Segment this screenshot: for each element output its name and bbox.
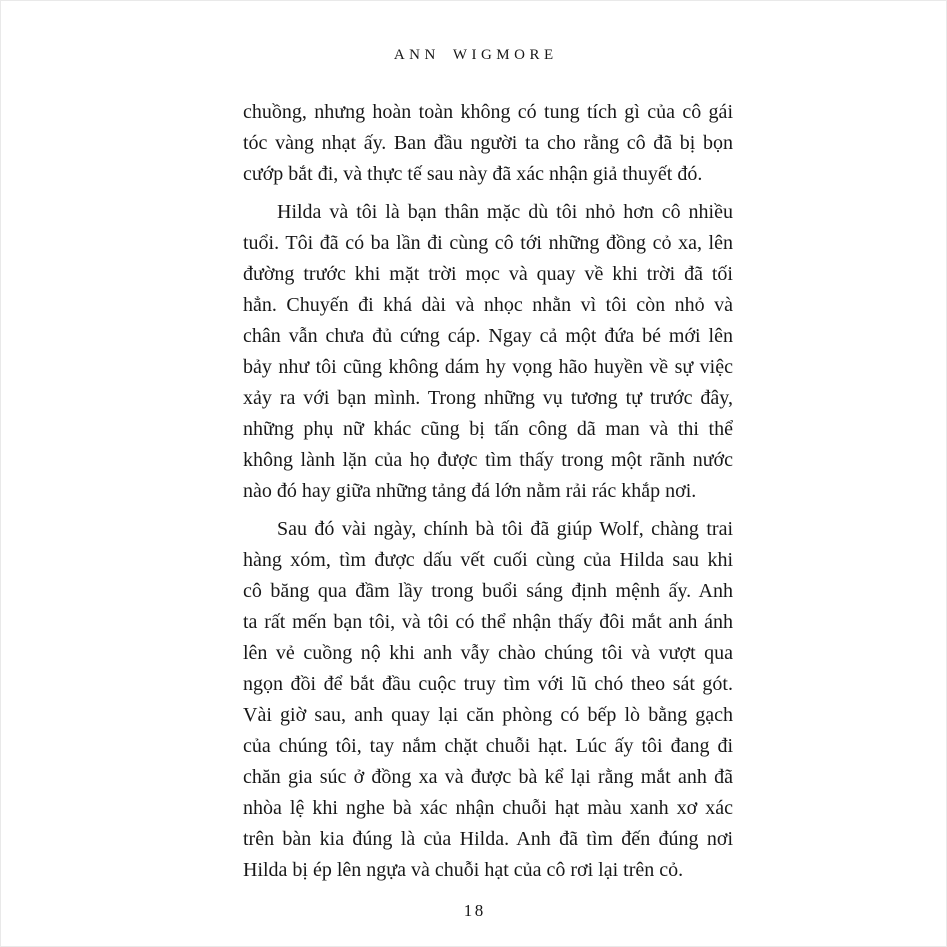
text-line: Hilda bị ép lên ngựa và chuỗi hạt của cô rơi lại trên cỏ. <box>243 859 684 881</box>
text-line: chuồng, nhưng hoàn toàn không có tung tích gì của cô gái <box>243 101 733 123</box>
running-header: ANN WIGMORE <box>393 47 558 63</box>
text-line: không lành lặn của họ được tìm thấy trong một rãnh nước <box>243 449 733 471</box>
paragraph <box>243 514 733 886</box>
text-line: hẳn. Chuyến đi khá dài và nhọc nhằn vì tôi còn nhỏ và <box>243 294 733 316</box>
paragraph <box>243 97 733 190</box>
text-line: xảy ra với bạn mình. Trong những vụ tương tự trước đây, <box>243 387 733 409</box>
text-line: tóc vàng nhạt ấy. Ban đầu người ta cho rằng cô đã bị bọn <box>243 132 733 154</box>
page-text <box>243 97 733 886</box>
text-line: bảy như tôi cũng không dám hy vọng hão huyền về sự việc <box>243 356 733 378</box>
text-line: cô băng qua đầm lầy trong buổi sáng định mệnh ấy. Anh <box>243 580 733 602</box>
text-line: Hilda và tôi là bạn thân mặc dù tôi nhỏ hơn cô nhiều <box>277 201 733 223</box>
text-line: đường trước khi mặt trời mọc và quay về khi trời đã tối <box>243 263 733 285</box>
text-line: trên bàn kia đúng là của Hilda. Anh đã tìm đến đúng nơi <box>243 828 733 850</box>
text-line: những phụ nữ khác cũng bị tấn công dã man và thi thể <box>243 418 733 440</box>
text-line: Sau đó vài ngày, chính bà tôi đã giúp Wolf, chàng trai <box>277 518 733 540</box>
text-line: hàng xóm, tìm được dấu vết cuối cùng của Hilda sau khi <box>243 549 733 571</box>
text-line: cướp bắt đi, và thực tế sau này đã xác nhận giả thuyết đó. <box>243 163 703 185</box>
text-line: chăn gia súc ở đồng xa và được bà kể lại rằng mắt anh đã <box>243 766 733 788</box>
text-line: của chúng tôi, tay nắm chặt chuỗi hạt. Lúc ấy tôi đang đi <box>243 735 733 757</box>
text-line: Vài giờ sau, anh quay lại căn phòng có bếp lò bằng gạch <box>243 704 733 726</box>
text-line: tuổi. Tôi đã có ba lần đi cùng cô tới những đồng cỏ xa, lên <box>243 232 733 254</box>
text-line: nào đó hay giữa những tảng đá lớn nằm rải rác khắp nơi. <box>243 480 697 502</box>
text-line: chân vẫn chưa đủ cứng cáp. Ngay cả một đứa bé mới lên <box>243 325 733 347</box>
page-number: 18 <box>463 901 486 920</box>
text-line: ngọn đồi để bắt đầu cuộc truy tìm với lũ chó theo sát gót. <box>243 673 733 695</box>
text-line: lên vẻ cuồng nộ khi anh vẫy chào chúng tôi và vượt qua <box>243 642 733 664</box>
text-line: ta rất mến bạn tôi, và tôi có thể nhận thấy đôi mắt anh ánh <box>243 611 733 633</box>
paragraph <box>243 197 733 507</box>
text-line: nhòa lệ khi nghe bà xác nhận chuỗi hạt màu xanh xơ xác <box>243 797 733 819</box>
